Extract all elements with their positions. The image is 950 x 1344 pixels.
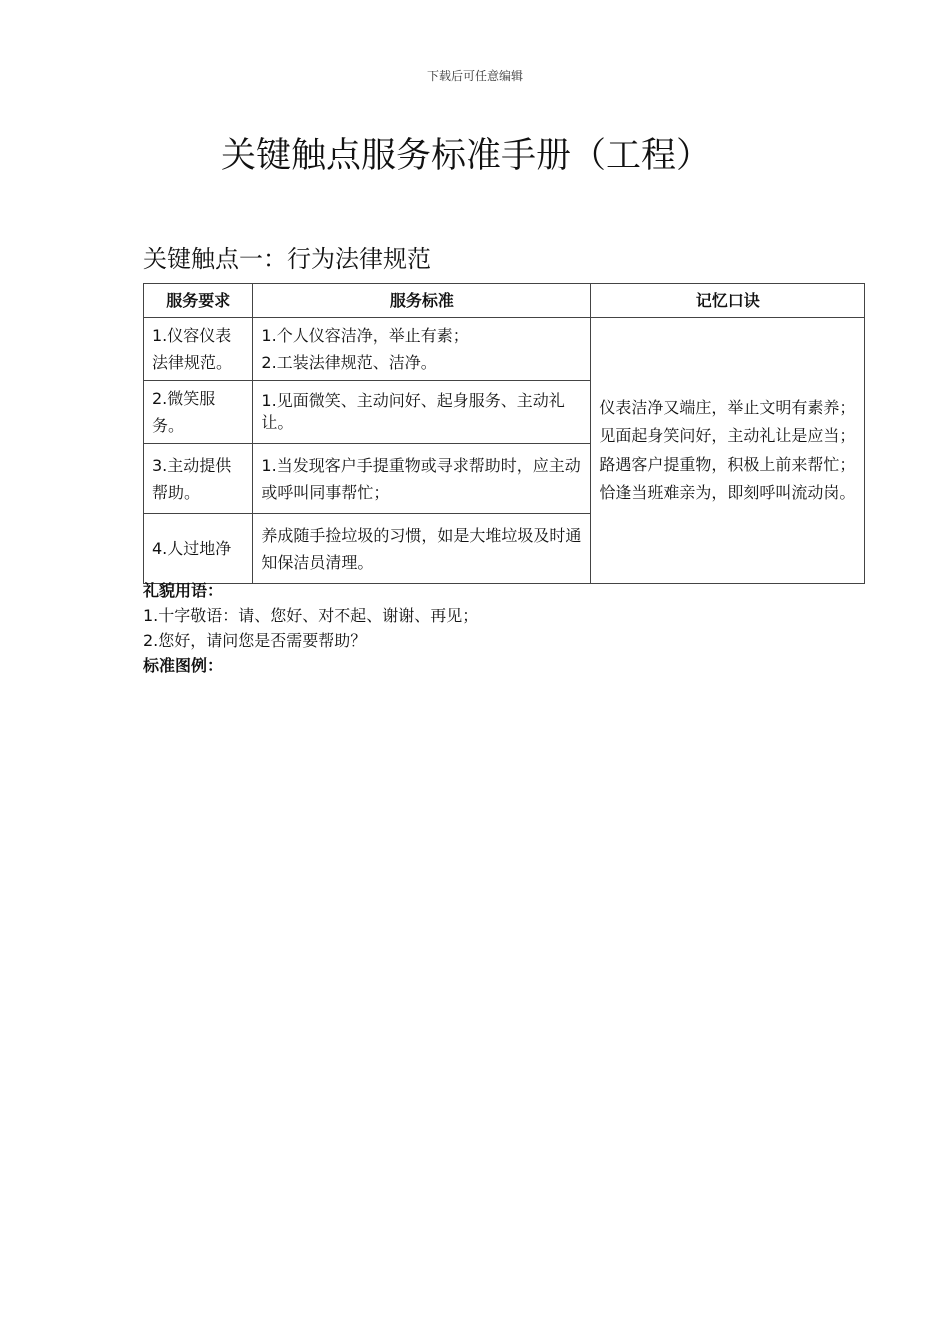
standard-line: 养成随手捡垃圾的习惯，如是大堆垃圾及时通知保洁员清理。 xyxy=(261,525,582,572)
document-title: 关键触点服务标准手册（工程） xyxy=(220,136,711,176)
etiquette-label: 礼貌用语： xyxy=(143,581,224,600)
requirement-cell: 2.微笑服务。 xyxy=(144,381,253,444)
header-note: 下载后可任意编辑 xyxy=(426,69,523,83)
section-title: 关键触点一：行为法律规范 xyxy=(143,245,431,273)
standard-cell xyxy=(253,514,591,584)
etiquette-line: 1.十字敬语：请、您好、对不起、谢谢、再见； xyxy=(143,606,479,625)
header-memory: 记忆口诀 xyxy=(591,284,865,318)
standard-cell xyxy=(253,381,591,444)
standard-line: 1.见面微笑、主动问好、起身服务、主动礼让。 xyxy=(261,391,565,432)
header-standard: 服务标准 xyxy=(253,284,591,318)
memory-line: 仪表洁净又端庄，举止文明有素养； xyxy=(599,397,856,417)
figure-label: 标准图例： xyxy=(143,656,224,675)
table-row xyxy=(144,318,865,381)
standard-cell xyxy=(253,318,591,381)
memory-line: 见面起身笑问好，主动礼让是应当； xyxy=(599,426,856,445)
service-standard-table xyxy=(143,283,865,584)
requirement-cell: 1.仪容仪表法律规范。 xyxy=(144,318,253,381)
memory-line: 路遇客户提重物，积极上前来帮忙； xyxy=(599,454,856,474)
standard-line: 1.个人仪容洁净，举止有素； xyxy=(261,326,469,345)
memory-cell xyxy=(591,318,865,584)
requirement-cell: 4.人过地净 xyxy=(144,514,253,584)
table-header-row xyxy=(144,284,865,318)
requirement-cell: 3.主动提供帮助。 xyxy=(144,444,253,514)
etiquette-line: 2.您好，请问您是否需要帮助？ xyxy=(143,631,367,650)
standard-line: 1.当发现客户手提重物或寻求帮助时，应主动或呼叫同事帮忙； xyxy=(261,455,581,502)
standard-cell xyxy=(253,444,591,514)
header-requirement: 服务要求 xyxy=(144,284,253,318)
memory-line: 恰逢当班难亲为，即刻呼叫流动岗。 xyxy=(599,483,856,502)
standard-line: 2.工装法律规范、洁净。 xyxy=(261,353,437,372)
etiquette-section xyxy=(143,578,478,678)
